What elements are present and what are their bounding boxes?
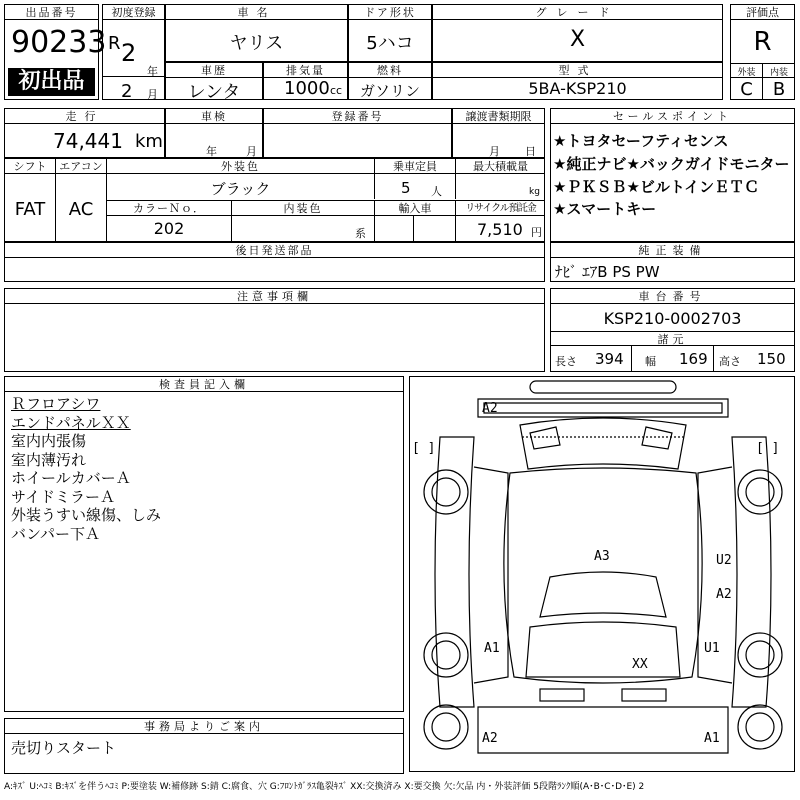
overall-score: R <box>753 27 772 57</box>
interior-score-header: 内装 <box>769 68 788 78</box>
length-label: 長さ <box>555 355 577 368</box>
aircon: AC <box>68 199 94 220</box>
fuel: ガソリン <box>359 82 420 100</box>
model-code: 5BA-KSP210 <box>528 79 627 98</box>
sales-point-item: ★純正ナビ★バックガイドモニター <box>553 155 790 173</box>
mileage-unit: km <box>135 131 163 152</box>
damage-mark-front-bumper-right: A1 <box>704 731 720 746</box>
damage-mark-right-front-door: A2 <box>716 587 732 602</box>
chassis-number: KSP210-0002703 <box>603 309 742 328</box>
width-label: 幅 <box>645 355 656 368</box>
mileage-box <box>4 108 165 158</box>
inspection-month-unit: 月 <box>246 145 257 158</box>
first-registration-header: 初度登録 <box>103 5 164 20</box>
office-header: 事務局よりご案内 <box>5 719 403 734</box>
max-load-header: 最大積載量 <box>456 159 545 174</box>
score-header: 評価点 <box>731 5 794 20</box>
inspector-line: ホイールカバーＡ <box>11 469 131 487</box>
car-name-box <box>165 4 348 62</box>
damage-mark-roof: A3 <box>594 549 610 564</box>
interior-score: B <box>772 79 786 100</box>
later-parts-box <box>4 242 545 282</box>
model-header: 型式 <box>433 63 722 78</box>
equipment-header: 純正装備 <box>551 243 794 258</box>
inspector-line: サイドミラーＡ <box>11 487 115 506</box>
damage-mark-hood: XX <box>632 657 648 672</box>
history: レンタ <box>187 82 241 103</box>
year-unit: 年 <box>147 65 158 78</box>
transfer-day-unit: 日 <box>525 145 536 158</box>
capacity: 5 <box>401 179 411 197</box>
interior-color-header: 内装色 <box>232 201 374 216</box>
glass-bracket-left: [ ] <box>412 441 436 456</box>
import-header: 輸入車 <box>375 201 455 216</box>
displacement-box <box>263 62 348 100</box>
interior-color-unit: 系 <box>355 227 366 240</box>
reg-year: 2 <box>121 39 137 67</box>
door-box <box>348 4 432 62</box>
damage-mark-rear-bumper: A2 <box>482 401 498 416</box>
mileage: 74,441 <box>53 129 123 153</box>
first-listing-badge: 初出品 <box>8 68 95 96</box>
equipment: ﾅﾋﾞ ｴｱB PS PW <box>555 263 660 281</box>
chassis-box <box>550 288 795 372</box>
damage-legend: A:ｷｽﾞ U:ﾍｺﾐ B:ｷｽﾞを伴うﾍｺﾐ P:要塗装 W:補修跡 S:錆 C:腐食、穴 G:ﾌﾛﾝﾄｶﾞﾗｽ亀裂ｷｽﾞ XX:交換済み X:要交換 欠:欠品 内・外装評価 5段階ﾗﾝｸ順(A･B･C･D･E) 2 <box>4 782 645 792</box>
grade: X <box>569 27 586 52</box>
office-box <box>4 718 404 774</box>
displacement-unit: cc <box>330 84 343 97</box>
inspector-line: 室内薄汚れ <box>11 450 87 469</box>
recycle-unit: 円 <box>531 226 542 239</box>
max-load-unit: kg <box>529 187 540 197</box>
model-box <box>432 62 723 100</box>
notes-header: 注意事項欄 <box>5 289 544 304</box>
capacity-header: 乗車定員 <box>375 159 455 174</box>
damage-mark-right-rear-door: U2 <box>716 553 732 568</box>
recycle-deposit: 7,510 <box>477 220 523 239</box>
inspection-year-unit: 年 <box>206 145 217 158</box>
inspection-box <box>165 108 263 158</box>
damage-mark-front-bumper-left: A2 <box>482 731 498 746</box>
damage-mark-right-front-fender: U1 <box>704 641 720 656</box>
aircon-header: エアコン <box>56 159 106 174</box>
car-outline <box>410 377 796 773</box>
shift-header: シフト <box>5 159 55 174</box>
car-name-header: 車名 <box>166 5 347 20</box>
later-parts-header: 後日発送部品 <box>5 243 544 258</box>
month-unit: 月 <box>147 88 158 101</box>
specs-header: 諸元 <box>551 331 794 346</box>
registration-header: 登録番号 <box>264 109 451 124</box>
door-type: 5ハコ <box>366 33 414 54</box>
chassis-header: 車台番号 <box>551 289 794 304</box>
capacity-unit: 人 <box>431 185 442 198</box>
sales-point-item: ★スマートキー <box>553 200 657 218</box>
reg-month: 2 <box>121 81 133 102</box>
width: 169 <box>679 350 708 368</box>
transfer-header: 譲渡書類期限 <box>453 109 544 124</box>
mileage-header: 走行 <box>5 109 164 124</box>
grade-box <box>432 4 723 62</box>
transfer-box <box>452 108 545 158</box>
inspector-line: Ｒフロアシワ <box>11 395 101 413</box>
sales-point-item: ★トヨタセーフティセンス <box>553 132 729 150</box>
inspector-line: バンパー下Ａ <box>11 524 100 543</box>
damage-mark-left-front-fender: A1 <box>484 641 500 656</box>
exterior-color-header: 外装色 <box>107 159 374 174</box>
exterior-score-header: 外装 <box>737 68 756 78</box>
door-header: ドア形状 <box>349 5 431 20</box>
history-box <box>165 62 263 103</box>
registration-box <box>263 108 452 158</box>
inspector-line: 室内内張傷 <box>11 432 87 450</box>
office-notice: 売切りスタート <box>11 739 117 757</box>
lot-number: 90233 <box>11 25 107 60</box>
era: R <box>108 33 121 54</box>
history-header: 車歴 <box>166 63 262 78</box>
sales-points-box <box>550 108 795 242</box>
spec-grid <box>4 158 545 242</box>
displacement-header: 排気量 <box>264 63 347 78</box>
color-no: 202 <box>153 219 185 238</box>
fuel-header: 燃料 <box>349 63 431 78</box>
lot-number-header: 出品番号 <box>5 5 98 20</box>
inspector-line: 外装うすい線傷、しみ <box>11 506 162 524</box>
first-registration-box <box>102 4 165 100</box>
sales-points-header: セールスポイント <box>551 109 794 124</box>
color-no-header: カラーＮｏ． <box>107 201 231 216</box>
shift: FAT <box>14 199 46 220</box>
inspector-box <box>4 376 404 712</box>
car-name: ヤリス <box>229 33 284 54</box>
notes-box <box>4 288 545 372</box>
fuel-box <box>348 62 432 100</box>
exterior-score: C <box>740 79 753 100</box>
grade-header: グレード <box>433 5 722 20</box>
equipment-box <box>550 242 795 282</box>
inspection-header: 車検 <box>166 109 262 124</box>
height-label: 高さ <box>719 355 741 368</box>
inspector-line: エンドパネルＸＸ <box>11 413 131 432</box>
damage-diagram <box>409 376 795 772</box>
inspector-header: 検査員記入欄 <box>5 377 403 392</box>
height: 150 <box>757 350 786 368</box>
transfer-month-unit: 月 <box>489 145 500 158</box>
sales-point-item: ★ＰＫＳＢ★ビルトインＥＴＣ <box>553 178 760 196</box>
displacement: 1000 <box>284 78 330 99</box>
exterior-color: ブラック <box>210 180 271 198</box>
length: 394 <box>595 350 624 368</box>
lot-number-box <box>4 4 107 100</box>
glass-bracket-right: [ ] <box>756 441 780 456</box>
recycle-header: リサイクル預託金 <box>456 201 545 216</box>
score-box <box>730 4 795 100</box>
